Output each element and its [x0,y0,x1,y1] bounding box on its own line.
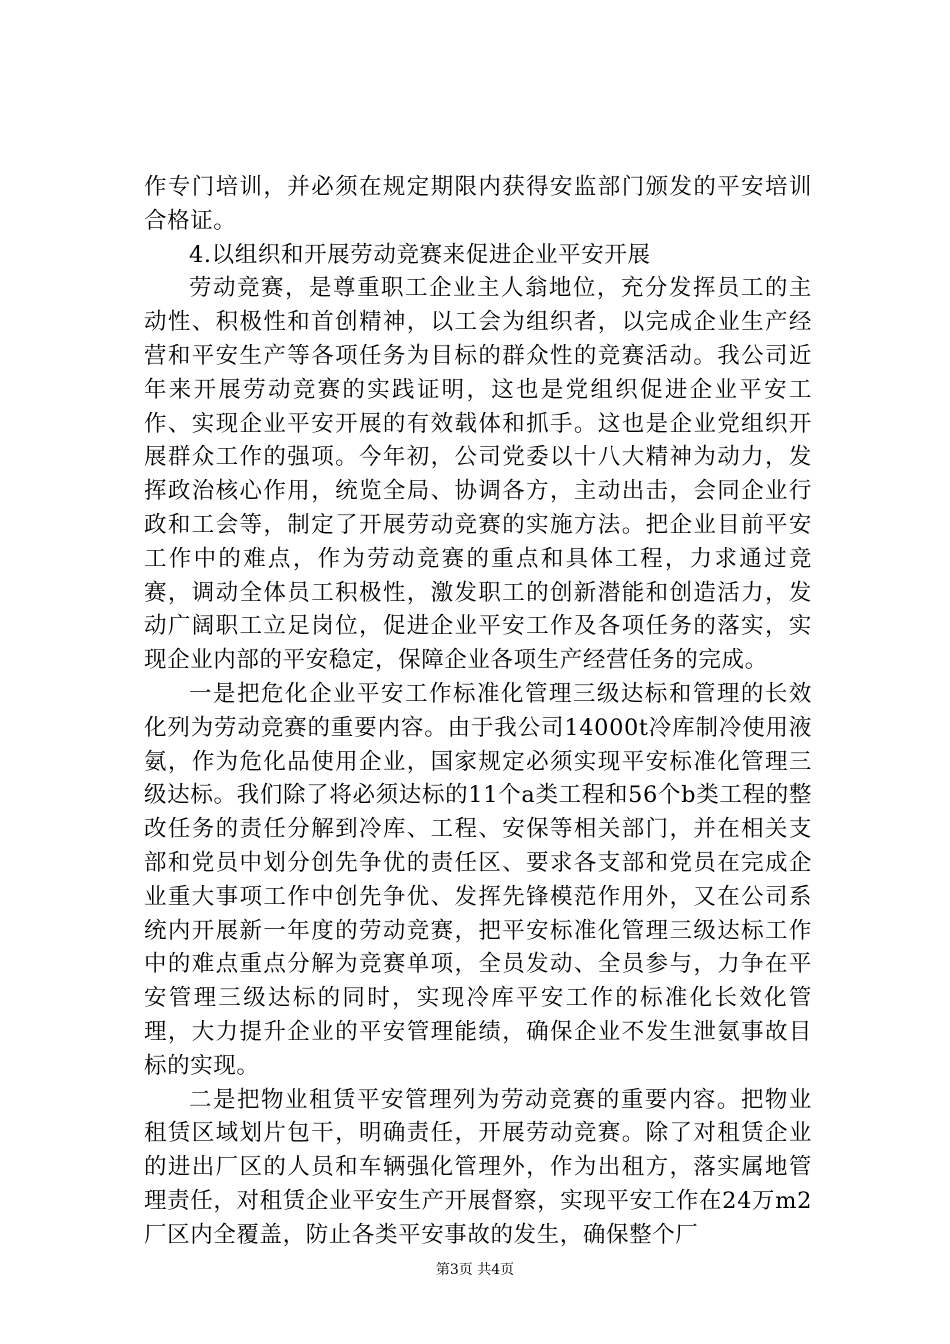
section-heading: 4.以组织和开展劳动竞赛来促进企业平安开展 [189,241,651,268]
paragraph-point-one: 一是把危化企业平安工作标准化管理三级达标和管理的长效化列为劳动竞赛的重要内容。由于我公司14000t冷库制冷使用液氨，作为危化品使用企业，国家规定必须实现平安标准化管理三级达标。我们除了将必须达标的11个a类工程和56个b类工程的整改任务的责任分解到冷库、工程、安保等相关部门，并在相关支部和党员中划分创先争优的责任区、要求各支部和党员在完成企业重大事项工作中创先争优、发挥先锋模范作用外，又在公司系统内开展新一年度的劳动竞赛，把平安标准化管理三级达标工作中的难点重点分解为竞赛单项，全员发动、全员参与，力争在平安管理三级达标的同时，实现冷库平安工作的标准化长效化管理，大力提升企业的平安管理能绩，确保企业不发生泄氨事故目标的实现。 [144,680,812,1079]
page-number: 第3页 [435,1262,473,1278]
page-total: 共4页 [477,1262,515,1278]
page-footer [0,1260,950,1280]
paragraph-point-two: 二是把物业租赁平安管理列为劳动竞赛的重要内容。把物业租赁区域划片包干，明确责任，开展劳动竞赛。除了对租赁企业的进出厂区的人员和车辆强化管理外，作为出租方，落实属地管理责任，对租赁企业平安生产开展督察，实现平安工作在24万m2厂区内全覆盖，防止各类平安事故的发生，确保整个厂 [144,1086,812,1248]
document-body [144,171,812,1253]
paragraph-labor-competition: 劳动竞赛，是尊重职工企业主人翁地位，充分发挥员工的主动性、积极性和首创精神，以工会为组织者，以完成企业生产经营和平安生产等各项任务为目标的群众性的竞赛活动。我公司近年来开展劳动竞赛的实践证明，这也是党组织促进企业平安工作、实现企业平安开展的有效载体和抓手。这也是企业党组织开展群众工作的强项。今年初，公司党委以十八大精神为动力，发挥政治核心作用，统览全局、协调各方，主动出击，会同企业行政和工会等，制定了开展劳动竞赛的实施方法。把企业目前平安工作中的难点，作为劳动竞赛的重点和具体工程，力求通过竞赛，调动全体员工积极性，激发职工的创新潜能和创造活力，发动广阔职工立足岗位，促进企业平安工作及各项任务的落实，实现企业内部的平安稳定，保障企业各项生产经营任务的完成。 [144,275,812,674]
paragraph-continuation: 作专门培训，并必须在规定期限内获得安监部门颁发的平安培训合格证。 [144,174,812,234]
